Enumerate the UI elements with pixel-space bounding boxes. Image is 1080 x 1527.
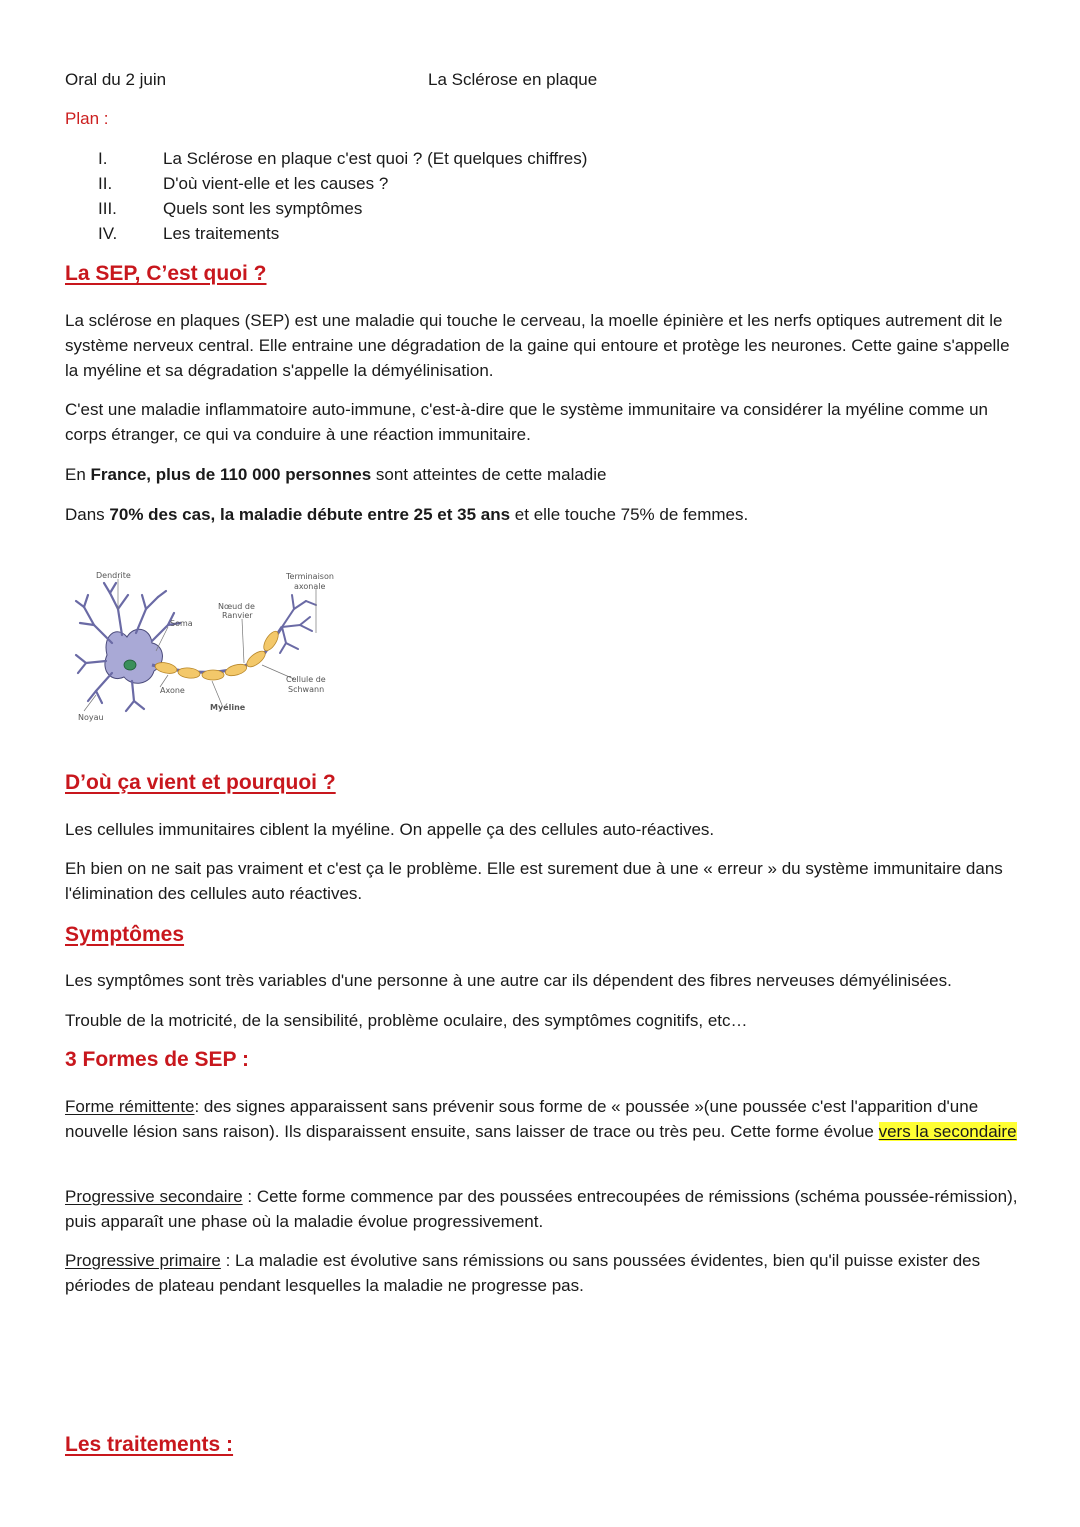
plan-number: III. [98, 199, 117, 218]
label-noyau: Noyau [78, 713, 104, 722]
plan-item: Quels sont les symptômes [163, 199, 363, 218]
plan-label: Plan : [65, 109, 109, 128]
paragraph-stat-age: Dans 70% des cas, la maladie débute entre 25 et 35 ans et elle touche 75% de femmes. [65, 505, 749, 524]
plan-item: Les traitements [163, 224, 280, 243]
label-terminaison: Terminaison [286, 572, 334, 581]
paragraph: Les cellules immunitaires ciblent la myéline. On appelle ça des cellules auto-réactives. [65, 820, 715, 839]
paragraph-form-primaire: Progressive primaire : La maladie est évolutive sans rémissions ou sans poussées évidentes, bien qu'il puisse exister des périodes de plateau pendant lesquelles la maladie ne progresse pas. [65, 1251, 981, 1295]
axon-terminals [280, 595, 316, 653]
section-heading-symptoms: Symptômes [65, 923, 185, 946]
label-schwann: Schwann [288, 685, 325, 694]
section-heading-forms: 3 Formes de SEP : [65, 1048, 250, 1071]
paragraph: C'est une maladie inflammatoire auto-immune, c'est-à-dire que le système immunitaire va considérer la myéline comme un corps étranger, ce qui va conduire à une réaction immunitaire. [65, 400, 988, 444]
label-dendrite: Dendrite [96, 571, 131, 580]
myelin-sheaths [154, 629, 281, 680]
plan-number: I. [98, 149, 108, 168]
plan-number: IV. [98, 224, 118, 243]
label-myeline: Myéline [210, 703, 246, 712]
paragraph: La sclérose en plaques (SEP) est une maladie qui touche le cerveau, la moelle épinière et les nerfs optiques autrement dit le système nerveux central. Elle entraine une dégradation de la gaine qui entoure et protège les neurones. Cette gaine s'appelle la myéline et sa dégradation s'appelle la démyélinisation. [65, 311, 1010, 380]
plan-number: II. [98, 174, 113, 193]
nucleus [124, 660, 136, 670]
label-axonale: axonale [294, 582, 326, 591]
section-heading-sep: La SEP, C’est quoi ? [65, 262, 267, 285]
paragraph-form-remittente: Forme rémittente: des signes apparaissent sans prévenir sous forme de « poussée »(une poussée c'est l'apparition d'une nouvelle lésion sans raison). Ils disparaissent ensuite, sans laisser de trace ou très peu. Cette forme évolue vers la secondaire [65, 1097, 1017, 1141]
plan-item: La Sclérose en plaque c'est quoi ? (Et quelques chiffres) [163, 149, 588, 168]
paragraph-form-secondaire: Progressive secondaire : Cette forme commence par des poussées entrecoupées de rémissions (schéma poussée-rémission), puis apparaît une phase où la maladie évolue progressivement. [65, 1187, 1018, 1231]
plan-item: D'où vient-elle et les causes ? [163, 174, 389, 193]
header-title: La Sclérose en plaque [428, 70, 598, 89]
highlighted-text: vers la secondaire [878, 1122, 1017, 1141]
section-heading-treatments: Les traitements : [65, 1433, 234, 1456]
section-heading-origin: D’où ça vient et pourquoi ? [65, 771, 336, 794]
label-axone: Axone [160, 686, 185, 695]
label-soma: Soma [170, 619, 193, 628]
paragraph: Trouble de la motricité, de la sensibilité, problème oculaire, des symptômes cognitifs, etc… [65, 1011, 748, 1030]
label-cellule: Cellule de [286, 675, 326, 684]
neuron-soma [105, 629, 163, 683]
label-noeud: Nœud de [218, 602, 255, 611]
paragraph: Les symptômes sont très variables d'une personne à une autre car ils dépendent des fibres nerveuses démyélinisées. [65, 971, 952, 990]
neuron-diagram [72, 565, 352, 730]
paragraph-stat-france: En France, plus de 110 000 personnes sont atteintes de cette maladie [65, 465, 607, 484]
paragraph: Eh bien on ne sait pas vraiment et c'est ça le problème. Elle est surement due à une « erreur » du système immunitaire dans l'élimination des cellules auto réactives. [65, 859, 1003, 903]
header-date: Oral du 2 juin [65, 70, 167, 89]
label-ranvier: Ranvier [222, 611, 253, 620]
